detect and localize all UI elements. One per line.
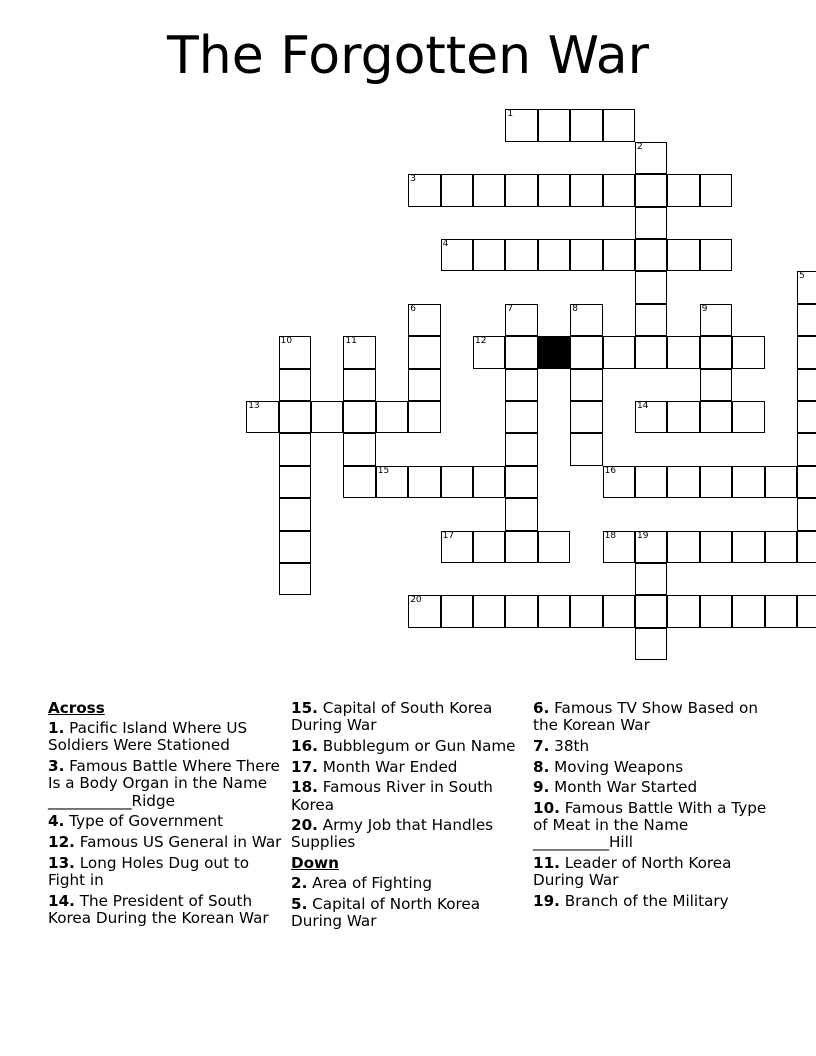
grid-cell[interactable] [538, 239, 570, 271]
clue-number-label: 20. [291, 816, 318, 835]
grid-cell[interactable] [797, 595, 816, 627]
grid-cell[interactable] [797, 401, 816, 433]
grid-cell[interactable] [505, 433, 537, 465]
clue-number: 8 [572, 303, 578, 314]
grid-cell[interactable] [765, 595, 797, 627]
grid-cell[interactable] [700, 369, 732, 401]
grid-cell[interactable] [700, 174, 732, 206]
grid-cell[interactable] [279, 498, 311, 530]
clue-item [291, 738, 526, 755]
grid-cell[interactable] [700, 595, 732, 627]
grid-cell[interactable] [538, 595, 570, 627]
clue-number-label: 15. [291, 699, 318, 717]
grid-cell[interactable] [279, 563, 311, 595]
grid-cell[interactable] [797, 531, 816, 563]
grid-cell[interactable] [635, 466, 667, 498]
grid-cell[interactable] [441, 239, 473, 271]
grid-cell[interactable] [570, 109, 602, 141]
clue-number: 6 [410, 303, 416, 314]
grid-cell[interactable] [279, 401, 311, 433]
clue-number: 3 [410, 174, 416, 185]
grid-cell[interactable] [635, 239, 667, 271]
grid-cell[interactable] [408, 369, 440, 401]
grid-cell[interactable] [603, 595, 635, 627]
grid-cell[interactable] [408, 401, 440, 433]
grid-cell[interactable] [538, 109, 570, 141]
grid-cell[interactable] [700, 531, 732, 563]
grid-cell[interactable] [343, 401, 375, 433]
grid-cell[interactable] [667, 531, 699, 563]
grid-cell[interactable] [667, 239, 699, 271]
grid-cell[interactable] [603, 239, 635, 271]
clue-item [533, 893, 768, 910]
grid-cell[interactable] [246, 401, 278, 433]
grid-cell[interactable] [408, 304, 440, 336]
grid-cell[interactable] [667, 174, 699, 206]
clue-text: Type of Government [69, 812, 224, 831]
clue-text: Famous River in South Korea [291, 778, 493, 814]
clue-number: 11 [345, 336, 357, 347]
grid-cell[interactable] [635, 563, 667, 595]
clue-item [533, 855, 768, 889]
clue-number: 5 [799, 271, 805, 282]
clue-item [533, 800, 768, 852]
grid-cell[interactable] [408, 595, 440, 627]
clue-number-label: 8. [533, 757, 550, 776]
clue-number-label: 1. [48, 719, 65, 738]
grid-cell[interactable] [473, 174, 505, 206]
clue-number-label: 6. [533, 699, 550, 717]
clue-item [291, 700, 526, 734]
grid-cell[interactable] [408, 336, 440, 368]
grid-cell[interactable] [505, 369, 537, 401]
grid-cell[interactable] [765, 531, 797, 563]
clue-text: Capital of South Korea During War [291, 699, 493, 735]
grid-cell[interactable] [343, 336, 375, 368]
grid-cell[interactable] [797, 271, 816, 303]
clues-column-1 [48, 700, 283, 930]
grid-cell[interactable] [473, 466, 505, 498]
clue-number: 9 [701, 303, 708, 314]
grid-cell[interactable] [408, 466, 440, 498]
grid-cell[interactable] [570, 336, 602, 368]
grid-cell[interactable] [700, 304, 732, 336]
clue-number-label: 10. [533, 799, 560, 818]
clue-text: Month War Started [554, 778, 698, 797]
clue-number: 16 [604, 465, 617, 476]
grid-cell[interactable] [603, 109, 635, 141]
grid-cell[interactable] [505, 595, 537, 627]
grid-cell[interactable] [376, 401, 408, 433]
clue-number-label: 4. [48, 812, 65, 831]
black-cell [538, 336, 570, 368]
grid-cell[interactable] [732, 595, 764, 627]
clues-column-3 [533, 700, 768, 914]
grid-cell[interactable] [505, 336, 537, 368]
grid-cell[interactable] [603, 174, 635, 206]
clue-item [533, 759, 768, 776]
clue-text: Army Job that Handles Supplies [291, 816, 494, 852]
clue-text: Famous US General in War [79, 832, 282, 851]
grid-cell[interactable] [538, 531, 570, 563]
grid-cell[interactable] [505, 466, 537, 498]
clue-number-label: 16. [291, 736, 318, 755]
grid-cell[interactable] [473, 531, 505, 563]
clue-item [533, 738, 768, 755]
clue-text: Bubblegum or Gun Name [322, 736, 516, 755]
clue-text: Month War Ended [322, 757, 458, 776]
clue-text: Moving Weapons [554, 757, 684, 776]
clue-item [48, 834, 283, 851]
grid-cell[interactable] [732, 531, 764, 563]
grid-cell[interactable] [635, 174, 667, 206]
grid-cell[interactable] [732, 401, 764, 433]
grid-cell[interactable] [700, 401, 732, 433]
grid-cell[interactable] [797, 336, 816, 368]
clue-text: Capital of North Korea During War [291, 895, 481, 931]
clue-text: Area of Fighting [312, 874, 432, 893]
clue-number: 18 [604, 530, 617, 541]
clue-number-label: 18. [291, 778, 318, 797]
grid-cell[interactable] [505, 401, 537, 433]
grid-cell[interactable] [376, 466, 408, 498]
grid-cell[interactable] [505, 498, 537, 530]
grid-cell[interactable] [538, 174, 570, 206]
clue-text: Pacific Island Where US Soldiers Were Stationed [48, 719, 248, 755]
grid-cell[interactable] [797, 433, 816, 465]
clue-number: 13 [248, 401, 260, 411]
clue-number: 2 [637, 141, 643, 152]
clue-text: Famous Battle With a Type of Meat in the Name __________Hill [533, 799, 767, 852]
grid-cell[interactable] [505, 239, 537, 271]
clue-number: 15 [377, 465, 390, 476]
clue-item [48, 813, 283, 830]
clue-item [291, 779, 526, 813]
grid-cell[interactable] [505, 109, 537, 141]
grid-cell[interactable] [732, 466, 764, 498]
grid-cell[interactable] [635, 207, 667, 239]
grid-cell[interactable] [700, 336, 732, 368]
clue-number-label: 7. [533, 736, 550, 755]
grid-cell[interactable] [441, 595, 473, 627]
clue-number-label: 9. [533, 778, 550, 797]
grid-cell[interactable] [635, 271, 667, 303]
grid-cell[interactable] [635, 336, 667, 368]
clue-text: Famous Battle Where There Is a Body Organ in the Name ___________Ridge [48, 757, 280, 810]
clue-item [291, 817, 526, 851]
clue-text: Long Holes Dug out to Fight in [48, 853, 250, 889]
clue-number: 19 [637, 530, 649, 541]
grid-cell[interactable] [667, 466, 699, 498]
clue-item [48, 720, 283, 754]
grid-cell[interactable] [635, 142, 667, 174]
clue-number-label: 5. [291, 895, 308, 914]
grid-cell[interactable] [635, 304, 667, 336]
grid-cell[interactable] [570, 369, 602, 401]
grid-cell[interactable] [343, 433, 375, 465]
grid-cell[interactable] [667, 401, 699, 433]
clue-number-label: 14. [48, 891, 75, 910]
grid-cell[interactable] [311, 401, 343, 433]
grid-cell[interactable] [700, 239, 732, 271]
grid-cell[interactable] [797, 466, 816, 498]
grid-cell[interactable] [732, 336, 764, 368]
grid-cell[interactable] [603, 466, 635, 498]
clue-text: The President of South Korea During the Korean War [48, 891, 269, 927]
clue-text: Leader of North Korea During War [533, 854, 732, 890]
grid-cell[interactable] [570, 595, 602, 627]
clue-number: 20 [410, 595, 422, 606]
clue-number: 12 [475, 336, 487, 347]
clue-number-label: 17. [291, 757, 318, 776]
page-title: The Forgotten War [167, 26, 649, 86]
grid-cell[interactable] [279, 466, 311, 498]
across-heading: Across [48, 699, 105, 717]
grid-cell[interactable] [797, 498, 816, 530]
grid-cell[interactable] [765, 466, 797, 498]
grid-cell[interactable] [505, 304, 537, 336]
grid-cell[interactable] [635, 531, 667, 563]
clue-number: 17 [442, 530, 455, 541]
grid-cell[interactable] [505, 531, 537, 563]
grid-cell[interactable] [441, 466, 473, 498]
down-heading: Down [291, 854, 339, 873]
grid-cell[interactable] [797, 304, 816, 336]
grid-cell[interactable] [473, 595, 505, 627]
grid-cell[interactable] [570, 433, 602, 465]
grid-cell[interactable] [441, 531, 473, 563]
grid-cell[interactable] [279, 336, 311, 368]
clue-text: Famous TV Show Based on the Korean War [533, 699, 758, 735]
clue-number-label: 13. [48, 853, 75, 872]
clue-number: 4 [442, 239, 449, 249]
clue-item [291, 896, 526, 930]
clue-item [48, 758, 283, 810]
clue-number: 1 [507, 109, 514, 120]
clue-item [533, 700, 768, 734]
grid-cell[interactable] [797, 369, 816, 401]
grid-cell[interactable] [343, 369, 375, 401]
clue-item [291, 875, 526, 892]
grid-cell[interactable] [505, 174, 537, 206]
grid-cell[interactable] [667, 595, 699, 627]
grid-cell[interactable] [603, 336, 635, 368]
clue-item [48, 855, 283, 889]
clue-item [48, 893, 283, 927]
grid-cell[interactable] [408, 174, 440, 206]
clue-number: 7 [507, 303, 514, 314]
grid-cell[interactable] [667, 336, 699, 368]
clue-number-label: 2. [291, 874, 308, 893]
clue-number-label: 19. [533, 892, 560, 911]
clue-item [291, 759, 526, 776]
grid-cell[interactable] [343, 466, 375, 498]
grid-cell[interactable] [635, 401, 667, 433]
grid-cell[interactable] [570, 174, 602, 206]
clue-item [533, 779, 768, 796]
clue-number-label: 11. [533, 854, 560, 873]
clue-text: 38th [554, 736, 590, 755]
grid-cell[interactable] [635, 595, 667, 627]
clue-text: Branch of the Military [564, 892, 729, 911]
clue-number: 10 [280, 336, 293, 347]
grid-cell[interactable] [635, 628, 667, 660]
grid-cell[interactable] [570, 239, 602, 271]
grid-cell[interactable] [473, 336, 505, 368]
clue-number: 14 [637, 401, 649, 411]
grid-cell[interactable] [603, 531, 635, 563]
clues-column-2 [291, 700, 526, 934]
grid-cell[interactable] [570, 401, 602, 433]
clue-number-label: 12. [48, 832, 75, 851]
grid-cell[interactable] [279, 433, 311, 465]
grid-cell[interactable] [279, 531, 311, 563]
grid-cell[interactable] [279, 369, 311, 401]
clue-number-label: 3. [48, 757, 65, 776]
grid-cell[interactable] [570, 304, 602, 336]
grid-cell[interactable] [473, 239, 505, 271]
grid-cell[interactable] [441, 174, 473, 206]
grid-cell[interactable] [700, 466, 732, 498]
